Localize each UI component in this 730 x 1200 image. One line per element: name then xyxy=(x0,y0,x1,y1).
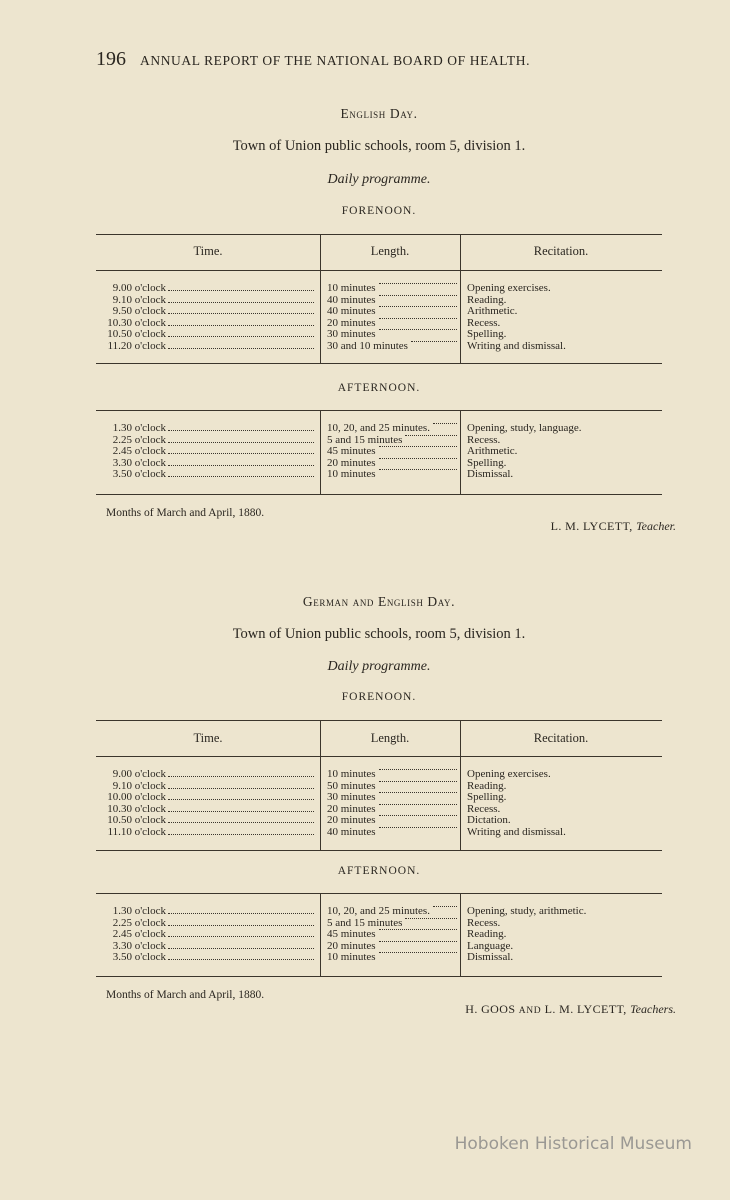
rule xyxy=(96,234,662,235)
length-value: 40 minutes xyxy=(327,293,376,306)
length-value: 10 minutes xyxy=(327,951,376,963)
length-cell xyxy=(327,827,457,839)
schedule-2-afternoon-label: AFTERNOON. xyxy=(337,865,421,877)
rule xyxy=(96,976,662,977)
dot-leader xyxy=(168,302,314,303)
rule xyxy=(96,893,662,894)
dot-leader xyxy=(168,313,314,314)
time-value: 9.10 o'clock xyxy=(112,293,166,306)
recitation-value: Spelling. xyxy=(467,791,507,803)
recitation-value: Opening, study, arithmetic. xyxy=(467,905,587,917)
length-value: 45 minutes xyxy=(327,445,376,457)
recitation-value: Dictation. xyxy=(467,814,511,826)
time-value: 10.30 o'clock xyxy=(107,802,166,815)
dot-leader xyxy=(168,822,314,823)
time-value: 9.10 o'clock xyxy=(112,779,166,792)
length-column-header: Length. xyxy=(370,731,410,745)
signature-name-1: H. GOOS xyxy=(465,1002,516,1016)
recitation-value: Opening exercises. xyxy=(467,768,551,780)
column-divider xyxy=(460,410,461,494)
length-value: 5 and 15 minutes xyxy=(327,916,403,929)
dot-leader xyxy=(379,815,457,816)
length-cell xyxy=(327,815,457,827)
length-cell xyxy=(327,446,457,458)
length-cell xyxy=(327,306,457,318)
schedule-1-signature xyxy=(551,519,676,534)
time-value: 10.00 o'clock xyxy=(107,791,166,803)
dot-leader xyxy=(379,952,457,953)
dot-leader xyxy=(168,834,314,835)
time-value: 10.50 o'clock xyxy=(107,328,166,340)
recitation-value: Language. xyxy=(467,939,514,952)
length-value: 30 and 10 minutes xyxy=(327,339,408,352)
dot-leader xyxy=(379,318,457,319)
length-cell xyxy=(327,952,457,964)
time-cell xyxy=(100,769,314,781)
time-cell xyxy=(100,952,314,964)
column-divider xyxy=(460,893,461,976)
rule xyxy=(96,720,662,721)
signature-role: Teacher. xyxy=(636,519,676,533)
dot-leader xyxy=(379,329,457,330)
length-value: 20 minutes xyxy=(327,814,376,826)
time-cell xyxy=(100,341,314,353)
time-column-header: Time. xyxy=(193,731,223,745)
dot-leader xyxy=(379,929,457,930)
dot-leader xyxy=(379,769,457,770)
schedule-1-programme: Daily programme. xyxy=(327,172,431,187)
dot-leader xyxy=(379,283,457,284)
time-cell xyxy=(100,906,314,918)
dot-leader xyxy=(379,458,457,459)
rule xyxy=(96,494,662,495)
recitation-value: Arithmetic. xyxy=(467,445,518,457)
dot-leader xyxy=(405,918,457,919)
time-value: 3.30 o'clock xyxy=(112,939,166,952)
length-cell xyxy=(327,769,457,781)
length-value: 20 minutes xyxy=(327,802,376,815)
recitation-value: Spelling. xyxy=(467,328,507,340)
time-value: 11.10 o'clock xyxy=(107,825,166,838)
time-cell xyxy=(100,929,314,941)
schedule-1-title: English Day. xyxy=(340,106,418,121)
dot-leader xyxy=(168,336,314,337)
dot-leader xyxy=(379,941,457,942)
schedule-1-school: Town of Union public schools, room 5, division 1. xyxy=(232,138,526,154)
dot-leader xyxy=(433,423,457,424)
time-cell xyxy=(100,469,314,481)
dot-leader xyxy=(168,959,314,960)
schedule-2-signature xyxy=(465,1002,676,1017)
recitation-value: Reading. xyxy=(467,293,507,306)
rule xyxy=(96,850,662,851)
running-head xyxy=(96,48,656,71)
time-value: 3.30 o'clock xyxy=(112,456,166,469)
time-value: 1.30 o'clock xyxy=(112,905,166,917)
recitation-value: Opening, study, language. xyxy=(467,422,582,434)
schedule-1-forenoon-label: FORENOON. xyxy=(341,205,417,217)
length-cell xyxy=(327,329,457,341)
column-divider xyxy=(320,720,321,850)
time-column-header: Time. xyxy=(193,244,223,258)
length-value: 10, 20, and 25 minutes. xyxy=(327,422,430,434)
dot-leader xyxy=(379,781,457,782)
time-value: 2.25 o'clock xyxy=(112,433,166,446)
dot-leader xyxy=(379,469,457,470)
column-divider xyxy=(320,234,321,363)
length-cell xyxy=(327,469,457,481)
length-value: 50 minutes xyxy=(327,779,376,792)
time-value: 1.30 o'clock xyxy=(112,422,166,434)
recitation-column-header: Recitation. xyxy=(533,731,589,745)
rule xyxy=(96,270,662,271)
dot-leader xyxy=(168,811,314,812)
dot-leader xyxy=(168,788,314,789)
time-cell xyxy=(100,792,314,804)
column-divider xyxy=(320,893,321,976)
dot-leader xyxy=(168,948,314,949)
dot-leader xyxy=(168,453,314,454)
time-cell xyxy=(100,446,314,458)
dot-leader xyxy=(379,804,457,805)
length-cell xyxy=(327,929,457,941)
recitation-value: Opening exercises. xyxy=(467,282,551,294)
schedule-2-forenoon-label: FORENOON. xyxy=(341,691,417,703)
dot-leader xyxy=(168,936,314,937)
length-value: 30 minutes xyxy=(327,328,376,340)
dot-leader xyxy=(168,799,314,800)
signature-role: Teachers. xyxy=(630,1002,676,1016)
length-value: 30 minutes xyxy=(327,791,376,803)
length-value: 10 minutes xyxy=(327,768,376,780)
recitation-value: Dismissal. xyxy=(467,951,514,963)
length-cell xyxy=(327,423,457,435)
length-value: 10, 20, and 25 minutes. xyxy=(327,905,430,917)
dot-leader xyxy=(168,913,314,914)
time-value: 9.00 o'clock xyxy=(112,768,166,780)
time-value: 10.50 o'clock xyxy=(107,814,166,826)
column-divider xyxy=(460,234,461,363)
signature-and: AND xyxy=(518,1006,542,1016)
recitation-value: Recess. xyxy=(467,802,501,815)
schedule-2-months-note: Months of March and April, 1880. xyxy=(106,989,265,1001)
recitation-value: Recess. xyxy=(467,916,501,929)
time-value: 3.50 o'clock xyxy=(112,468,166,480)
recitation-value: Recess. xyxy=(467,433,501,446)
length-cell xyxy=(327,341,457,353)
recitation-value: Writing and dismissal. xyxy=(467,825,566,838)
dot-leader xyxy=(168,290,314,291)
time-value: 11.20 o'clock xyxy=(107,339,166,352)
time-value: 2.45 o'clock xyxy=(112,445,166,457)
time-value: 3.50 o'clock xyxy=(112,951,166,963)
recitation-value: Reading. xyxy=(467,928,507,940)
time-cell xyxy=(100,306,314,318)
time-value: 2.45 o'clock xyxy=(112,928,166,940)
schedule-2-programme: Daily programme. xyxy=(327,659,431,674)
length-value: 20 minutes xyxy=(327,456,376,469)
recitation-value: Writing and dismissal. xyxy=(467,339,566,352)
length-value: 5 and 15 minutes xyxy=(327,433,403,446)
recitation-value: Recess. xyxy=(467,316,501,329)
signature-name: L. M. LYCETT, xyxy=(550,519,633,533)
dot-leader xyxy=(168,465,314,466)
time-cell xyxy=(100,815,314,827)
dot-leader xyxy=(168,348,314,349)
dot-leader xyxy=(379,446,457,447)
time-cell xyxy=(100,329,314,341)
rule xyxy=(96,756,662,757)
length-value: 45 minutes xyxy=(327,928,376,940)
page-number: 196 xyxy=(96,48,126,70)
rule xyxy=(96,363,662,364)
time-value: 10.30 o'clock xyxy=(107,316,166,329)
length-value: 10 minutes xyxy=(327,468,376,480)
report-title: ANNUAL REPORT OF THE NATIONAL BOARD OF HEALTH. xyxy=(140,53,531,68)
column-divider xyxy=(320,410,321,494)
dot-leader xyxy=(379,827,457,828)
dot-leader xyxy=(411,341,457,342)
time-value: 9.00 o'clock xyxy=(112,282,166,294)
dot-leader xyxy=(379,792,457,793)
time-cell xyxy=(100,283,314,295)
recitation-value: Dismissal. xyxy=(467,468,514,480)
length-value: 20 minutes xyxy=(327,939,376,952)
length-cell xyxy=(327,906,457,918)
recitation-value: Reading. xyxy=(467,779,507,792)
dot-leader xyxy=(433,906,457,907)
dot-leader xyxy=(168,430,314,431)
dot-leader xyxy=(168,476,314,477)
length-cell xyxy=(327,792,457,804)
length-column-header: Length. xyxy=(370,244,410,258)
dot-leader xyxy=(379,306,457,307)
column-divider xyxy=(460,720,461,850)
dot-leader xyxy=(168,325,314,326)
time-cell xyxy=(100,827,314,839)
recitation-value: Arithmetic. xyxy=(467,305,518,317)
dot-leader xyxy=(405,435,457,436)
dot-leader xyxy=(379,295,457,296)
dot-leader xyxy=(168,776,314,777)
time-value: 9.50 o'clock xyxy=(112,305,166,317)
recitation-column-header: Recitation. xyxy=(533,244,589,258)
length-value: 20 minutes xyxy=(327,316,376,329)
dot-leader xyxy=(168,925,314,926)
schedule-2-school: Town of Union public schools, room 5, division 1. xyxy=(232,626,526,642)
schedule-1-months-note: Months of March and April, 1880. xyxy=(106,507,265,519)
schedule-1-afternoon-label: AFTERNOON. xyxy=(337,382,421,394)
rule xyxy=(96,410,662,411)
museum-watermark: Hoboken Historical Museum xyxy=(454,1134,692,1154)
schedule-2-title: German and English Day. xyxy=(302,594,456,609)
length-value: 40 minutes xyxy=(327,825,376,838)
dot-leader xyxy=(168,442,314,443)
length-cell xyxy=(327,283,457,295)
time-cell xyxy=(100,423,314,435)
signature-name-2: L. M. LYCETT, xyxy=(544,1002,627,1016)
time-value: 2.25 o'clock xyxy=(112,916,166,929)
length-value: 40 minutes xyxy=(327,305,376,317)
length-value: 10 minutes xyxy=(327,282,376,294)
recitation-value: Spelling. xyxy=(467,456,507,469)
